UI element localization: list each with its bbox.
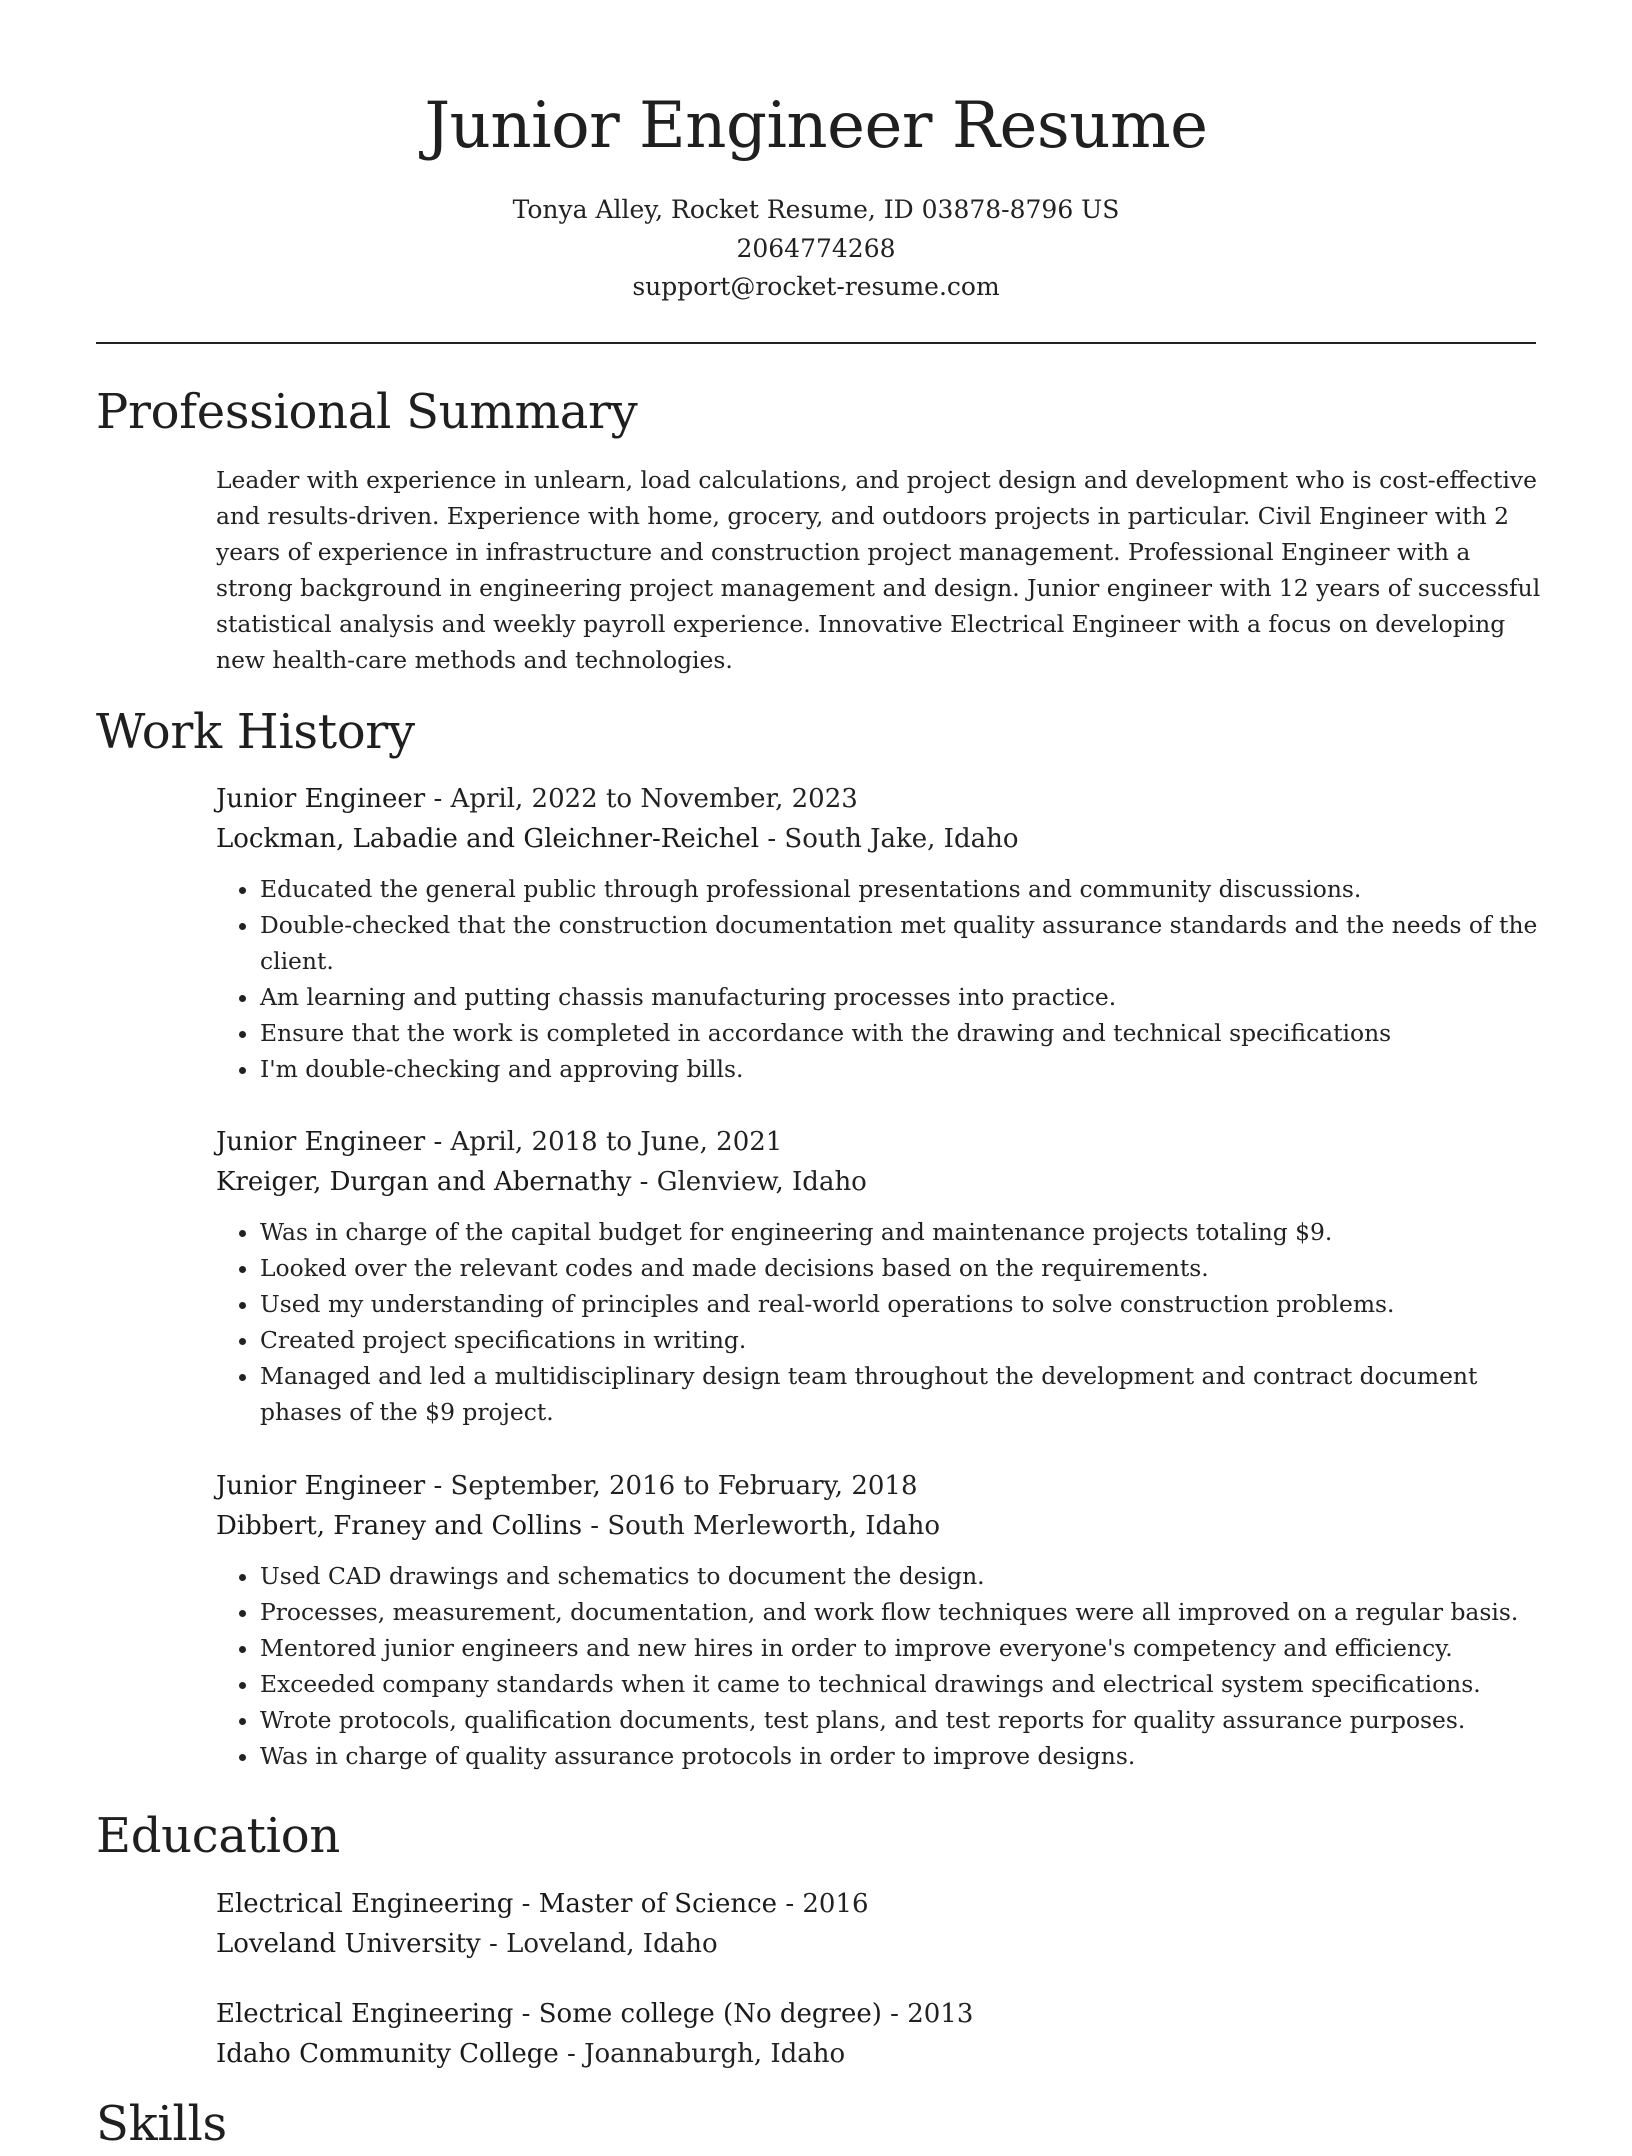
job-company: Kreiger, Durgan and Abernathy — [216, 1167, 632, 1197]
list-item: • Used my understanding of principles and real-world operations to solve construction problems. — [260, 1286, 1541, 1322]
job-company-line — [216, 1506, 1541, 1546]
summary-text: Leader with experience in unlearn, load calculations, and project design and development who is cost-effective and results-driven. Experience with home, grocery, and outdoors projects in particular. Civil Engineer with 2 years of experience in infrastructure and construction project management. Professional Engineer with a strong background in engineering project management and design. Junior engineer with 12 years of successful statistical analysis and weekly payroll experience. Innovative Electrical Engineer with a focus on developing new health-care methods and technologies. — [216, 466, 1541, 674]
job-bullets — [216, 1558, 1541, 1774]
separator: - — [881, 1999, 908, 2029]
job-title-line — [216, 1466, 1541, 1506]
list-item: • Used CAD drawings and schematics to document the design. — [260, 1558, 1541, 1594]
job-dates: September, 2016 to February, 2018 — [450, 1471, 918, 1501]
education-year: 2013 — [907, 1999, 974, 2029]
job-entry — [216, 1122, 1541, 1430]
job-bullets — [216, 871, 1541, 1087]
header-divider — [96, 342, 1536, 344]
list-item: • Managed and led a multidisciplinary design team throughout the development and contract document phases of the $9 project. — [260, 1358, 1541, 1430]
separator: - — [582, 1511, 608, 1541]
separator: - — [777, 1889, 803, 1919]
job-entry — [216, 779, 1541, 1087]
education-school-line — [216, 2034, 1541, 2074]
contact-address: Tonya Alley, Rocket Resume, ID 03878-8796 US — [512, 195, 1120, 224]
job-title-line — [216, 779, 1541, 819]
education-field: Electrical Engineering — [216, 1999, 514, 2029]
separator: - — [759, 824, 785, 854]
education-degree: Master of Science — [538, 1889, 778, 1919]
list-item: • Looked over the relevant codes and made decisions based on the requirements. — [260, 1250, 1541, 1286]
job-location: South Jake, Idaho — [784, 824, 1019, 854]
education-degree: Some college (No degree) — [538, 1999, 882, 2029]
separator: - — [425, 1127, 451, 1157]
education-degree-line — [216, 1884, 1541, 1924]
job-title: Junior Engineer — [216, 1471, 426, 1501]
education-school: Idaho Community College — [216, 2039, 559, 2069]
list-item: • Created project specifications in writing. — [260, 1322, 1541, 1358]
job-company-line — [216, 1162, 1541, 1202]
list-item: • Was in charge of quality assurance protocols in order to improve designs. — [260, 1738, 1541, 1774]
contact-email: support@rocket-resume.com — [632, 272, 1000, 301]
education-entry — [216, 1994, 1541, 2074]
job-dates: April, 2022 to November, 2023 — [450, 784, 858, 814]
separator: - — [558, 2039, 585, 2069]
education-school-line — [216, 1924, 1541, 1964]
skills-heading: Skills — [96, 2096, 227, 2152]
list-item: • Wrote protocols, qualification documents, test plans, and test reports for quality assurance purposes. — [260, 1702, 1541, 1738]
job-location: Glenview, Idaho — [656, 1167, 867, 1197]
contact-phone: 2064774268 — [736, 234, 896, 263]
list-item: • Am learning and putting chassis manufacturing processes into practice. — [260, 979, 1541, 1015]
summary-heading: Professional Summary — [96, 384, 638, 440]
separator: - — [631, 1167, 657, 1197]
education-entry — [216, 1884, 1541, 1964]
list-item: • I'm double-checking and approving bills. — [260, 1051, 1541, 1087]
list-item: • Mentored junior engineers and new hires in order to improve everyone's competency and efficiency. — [260, 1630, 1541, 1666]
education-degree-line — [216, 1994, 1541, 2034]
job-location: South Merleworth, Idaho — [607, 1511, 941, 1541]
list-item: • Double-checked that the construction documentation met quality assurance standards and the needs of the client. — [260, 907, 1541, 979]
job-company: Lockman, Labadie and Gleichner-Reichel — [216, 824, 760, 854]
education-location: Joannaburgh, Idaho — [584, 2039, 846, 2069]
education-school: Loveland University — [216, 1929, 481, 1959]
education-heading: Education — [96, 1808, 340, 1864]
job-dates: April, 2018 to June, 2021 — [450, 1127, 783, 1157]
job-entry — [216, 1466, 1541, 1774]
separator: - — [513, 1999, 539, 2029]
list-item: • Exceeded company standards when it came to technical drawings and electrical system specifications. — [260, 1666, 1541, 1702]
job-bullets — [216, 1214, 1541, 1430]
separator: - — [425, 784, 451, 814]
separator: - — [480, 1929, 507, 1959]
education-field: Electrical Engineering — [216, 1889, 514, 1919]
resume-title: Junior Engineer Resume — [424, 89, 1208, 163]
list-item: • Ensure that the work is completed in accordance with the drawing and technical specifications — [260, 1015, 1541, 1051]
job-title: Junior Engineer — [216, 1127, 426, 1157]
job-title: Junior Engineer — [216, 784, 426, 814]
separator: - — [513, 1889, 539, 1919]
list-item: • Was in charge of the capital budget for engineering and maintenance projects totaling $9. — [260, 1214, 1541, 1250]
education-location: Loveland, Idaho — [506, 1929, 718, 1959]
separator: - — [425, 1471, 451, 1501]
education-year: 2016 — [802, 1889, 869, 1919]
list-item: • Educated the general public through professional presentations and community discussions. — [260, 871, 1541, 907]
job-company-line — [216, 819, 1541, 859]
work-history-heading: Work History — [96, 704, 415, 760]
job-company: Dibbert, Franey and Collins — [216, 1511, 583, 1541]
job-title-line — [216, 1122, 1541, 1162]
list-item: • Processes, measurement, documentation, and work flow techniques were all improved on a regular basis. — [260, 1594, 1541, 1630]
